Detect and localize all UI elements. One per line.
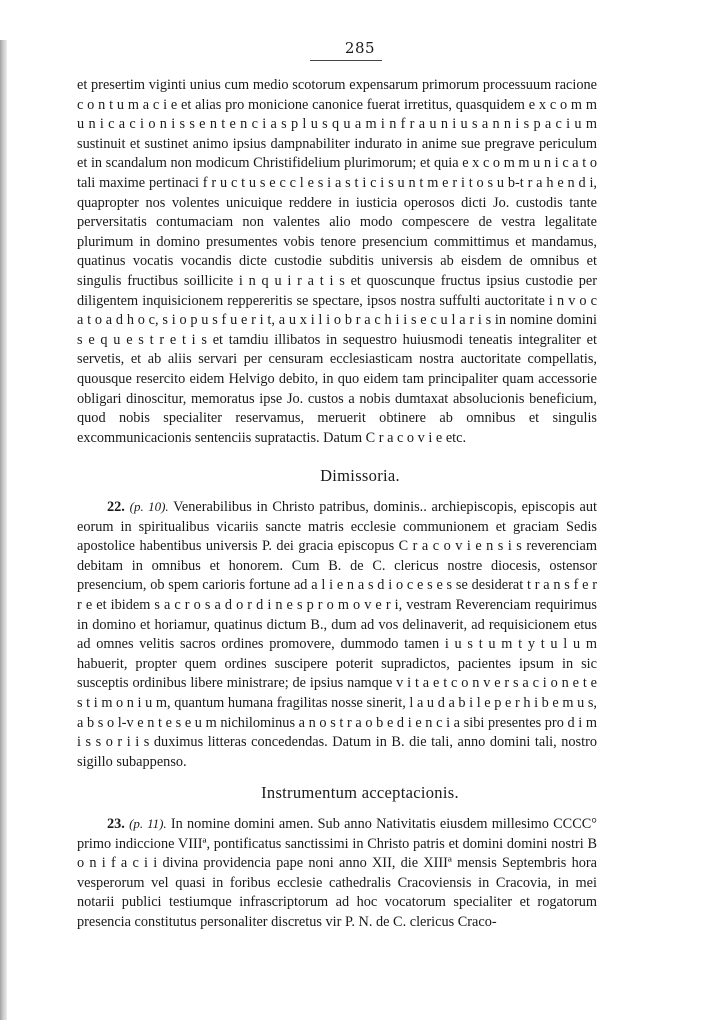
section2-body bbox=[77, 497, 597, 772]
section3-number: 23. bbox=[107, 816, 125, 832]
section2-heading: Dimissoria. bbox=[320, 466, 400, 485]
page-number-rule bbox=[310, 60, 382, 61]
book-spine-shadow bbox=[0, 40, 7, 1020]
section2-number: 22. bbox=[107, 499, 125, 515]
section3-body bbox=[77, 814, 597, 933]
section2-page-ref: (p. 10). bbox=[129, 499, 169, 514]
section3-heading: Instrumentum acceptacionis. bbox=[261, 783, 459, 802]
section3-body-text: In nomine domini amen. Sub anno Nativitatis eiusdem millesimo CCCC° primo indiccione VIIIª, pontificatus sanctissimi in Christo patris et domini domini nostri B o n i f a c i i divina providencia pape noni anno XII, die XIIIª mensis Septembris hora vesperorum vel quasi in foribus ecclesie cathedralis Cracoviensis in Cracovia, in mei notarii publici testiumque infrascriptorum ad hoc vocatorum specialiter et rogatorum presencia constitutus personaliter discretus vir P. N. de C. clericus Craco- bbox=[77, 816, 597, 930]
section3-page-ref: (p. 11). bbox=[129, 816, 167, 831]
section1-body-text: et presertim viginti unius cum medio scotorum expensarum primorum processuum racione c o n t u m a c i e et alias pro monicione canonice fuerat irretitus, quasquidem e x c o m m u n i c a c i o n i s s e n t e n c i a s p l u s q u a m i n f r a u n i u s a n n i s p a c i u m sustinuit et sustinet animo ipsius dampnabiliter indurato in anime sue pregrave periculum et in scandalum non modicum Christifidelium plurimorum; et quia e x c o m m u n i c a t o tali maxime pertinaci f r u c t u s e c c l e s i a s t i c i s u n t m e r i t o s u b-t r a h e n d i, quapropter nos volentes unicuique reddere in iusticia operosos dicti Jo. custodis tante perversitatis contumaciam non valentes alio modo compescere de vestra legalitate plurimum in domino presumentes vobis tenore presencium committimus et mandamus, quatinus vocatis vocandis dicte custodie subditis universis ab eisdem de omnibus et singulis fructibus soillicite i n q u i r a t i s et quoscunque fructus ipsius custodie per diligentem inquisicionem reppereritis se spectare, ipsos nostra suffulti auctoritate i n v o c a t o a d h o c, s i o p u s f u e r i t, a u x i l i o b r a c h i i s e c u l a r i s in nomine domini s e q u e s t r e t i s et tamdiu illibatos in sequestro huiusmodi teneatis integraliter et servetis, et ab aliis servari per censuram ecclesiasticam nostra auctoritate compellatis, quousque resercito eidem Helvigo debito, in quo eidem tam principaliter quam accessorie obligari dinoscitur, memoratus ipse Jo. custos a nobis dumtaxat absolucionis beneficium, quod nobis specialiter reservamus, meruerit obtinere ab omnibus et singulis excommunicacionis sentenciis supratactis. Datum C r a c o v i e etc. bbox=[77, 77, 597, 446]
section2-body-text: Venerabilibus in Christo patribus, dominis.. archiepiscopis, episcopis aut eorum in spiritualibus vicariis sancte matris ecclesie communionem et graciam Sedis apostolice habentibus universis P. dei gracia episcopus C r a c o v i e n s i s reverenciam debitam in omnibus et honorem. Cum B. de C. clericus nostre diocesis, ostensor presencium, ob spem carioris fortune ad a l i e n a s d i o c e s e s se desiderat t r a n s f e r r e et ibidem s a c r o s a d o r d i n e s p r o m o v e r i, vestram Reverenciam requirimus in domino et horiamur, quatinus dictum B., dum ad vos delinaverit, ad requisicionem etus ad omnes velitis sacros ordines promovere, dummodo tamen i u s t u m t y t u l u m habuerit, propter quem ordines suscipere poterit supradictos, pacientes ipsum in sic susceptis ordinibus libere ministrare; de ipsius namque v i t a e t c o n v e r s a c i o n e t e s t i m o n i u m, quantum humana fragilitas nosse sinerit, l a u d a b i l e p e r h i b e m u s, a b s o l-v e n t e s e u m nichilominus a n o s t r a o b e d i e n c i a sibi presentes pro d i m i s s o r i i s duximus litteras concedendas. Datum in B. die tali, anno domini tali, nostro sigillo subappenso. bbox=[77, 499, 597, 770]
page-number: 285 bbox=[344, 39, 376, 57]
